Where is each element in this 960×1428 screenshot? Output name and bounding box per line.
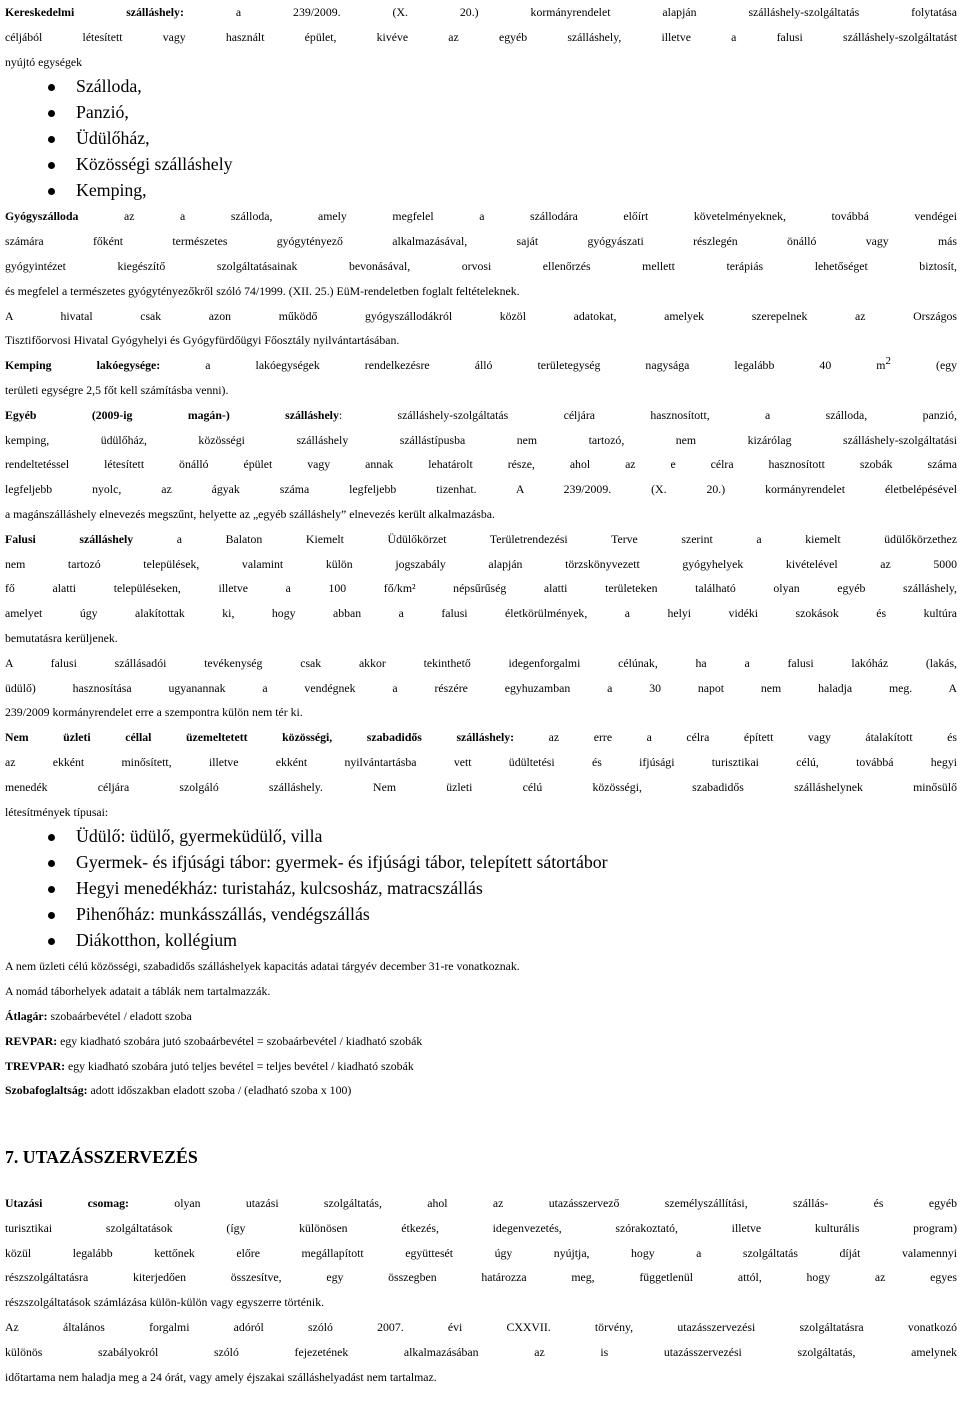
line-text: A nem üzleti célú közösségi, szabadidős szálláshelyek kapacitás adatai tárgyév december 31-re vonatkoznak. [5,959,520,974]
text-line [5,626,957,651]
line-text: részszolgáltatásra kiterjedően összesítve, egy összegben határozza meg, függetlenül attól, hogy az egyes [5,1270,957,1285]
line-text: nem tartozó települések, valamint külön jogszabály alapján törzskönyvezett gyógyhelyek kivételével az 5000 [5,556,957,571]
bullet-icon [48,834,55,841]
term-bold: TREVPAR: [5,1058,66,1073]
bullet-icon [48,110,55,117]
section-heading: 7. UTAZÁSSZERVEZÉS [5,1147,198,1168]
text-line [5,576,957,601]
term-bold: Falusi szálláshely [5,531,134,546]
line-text: gyógyintézet kiegészítő szolgáltatásainak bevonásával, orvosi ellenőrzés mellett terápiás lehetőséget biztosít, [5,258,957,273]
text-line [5,979,957,1004]
text-line [5,25,957,50]
text-line [5,1265,957,1290]
line-text: amelyet úgy alakítottak ki, hogy abban a falusi életkörülmények, a helyi vidéki szokások és kultúra [5,606,957,621]
line-text: Tisztifőorvosi Hivatal Gyógyhelyi és Gyógyfürdőügyi Főosztály nyilvántartásában. [5,333,400,348]
text-line [5,676,957,701]
line-text: fő alatti településeken, illetve a 100 fő/km² népsűrűség alatti területeken található olyan egyéb szálláshely, [5,581,957,596]
line-text: olyan utazási szolgáltatás, ahol az utazásszervező személyszállítási, szállás- és egyéb [128,1196,958,1211]
term-bold: Kereskedelmi szálláshely: [5,5,184,19]
list-item [5,902,957,928]
line-text: rendeltetéssel létesített önálló épület vagy annak lehatárolt része, ahol az e célra hasznosított szobák száma [5,457,957,472]
line-text: időtartama nem haladja meg a 24 órát, vagy amely éjszakai szálláshelyadást nem tartalmaz. [5,1369,437,1384]
line-text: az ekként minősített, illetve ekként nyilvántartásba vett üdültetési és ifjúsági turisztikai célú, továbbá hegyi [5,754,957,769]
text-line [5,452,957,477]
bullet-icon [48,84,55,91]
term-bold: Utazási csomag: [5,1196,129,1211]
list-item-text: Kemping, [76,180,147,201]
line-text: : szálláshely-szolgáltatás céljára hasznosított, a szálloda, panzió, [338,407,957,422]
list-item-text: Szálloda, [76,76,142,97]
text-line [5,527,957,552]
text-line [5,1315,957,1340]
text-line [5,552,957,577]
line-text: menedék céljára szolgáló szálláshely. Nem üzleti célú közösségi, szabadidős szálláshelynek minősülő [5,779,957,794]
text-line [5,1365,957,1390]
text-line [5,651,957,676]
text-line [5,50,957,75]
term-bold: Kemping lakóegysége: [5,358,161,373]
bullet-icon [48,188,55,195]
list-item-text: Üdülőház, [76,128,150,149]
spacer [5,1171,957,1191]
list-item-text: Diákotthon, kollégium [76,930,238,951]
superscript: 2 [885,355,891,368]
line-text: adott időszakban eladott szoba / (eladható szoba x 100) [87,1083,352,1098]
text-line [5,775,957,800]
line-text: legfeljebb nyolc, az ágyak száma legfeljebb tizenhat. A 239/2009. (X. 20.) kormányrendelet életbelépésével [5,482,957,497]
line-text: részszolgáltatások számlázása külön-külön vagy egyszerre történik. [5,1295,325,1310]
list-item [5,152,957,178]
line-text: kemping, üdülőház, közösségi szálláshely szállástípusba nem tartozó, nem kizárólag szálláshely-szolgáltatási [5,432,957,447]
line-text: közül legalább kettőnek előre megállapított együttesét úgy nyújtja, hogy a szolgáltatás díját valamennyi [5,1245,957,1260]
text-line [5,1290,957,1315]
list-item-text: Közösségi szálláshely [76,154,233,175]
line-text: a 239/2009. (X. 20.) kormányrendelet alapján szálláshely-szolgáltatás folytatása [183,5,958,19]
line-text: különös szabályokról szóló fejezetének alkalmazásában az is utazásszervezési szolgáltatás, amelynek [5,1344,957,1359]
list-item [5,126,957,152]
text-line [5,502,957,527]
line-text: az a szálloda, amely megfelel a szállodára előírt követelményeknek, továbbá vendégei [78,209,957,224]
line-text: nyújtó egységek [5,54,82,69]
text-line [5,700,957,725]
text-line [5,1078,957,1103]
text-line [5,304,957,329]
line-text: az erre a célra épített vagy átalakított és [514,730,957,745]
line-text: céljából létesített vagy használt épület, kivéve az egyéb szálláshely, illetve a falusi szálláshely-szolgáltatást [5,29,957,44]
list-item [5,824,957,850]
text-line [5,328,957,353]
bullet-icon [48,912,55,919]
list-item-text: Hegyi menedékház: turistaház, kulcsosház, matracszállás [76,878,483,899]
term-bold: Egyéb (2009-ig magán-) szálláshely [5,407,339,422]
line-text: A falusi szállásadói tevékenység csak akkor tekinthető idegenforgalmi célúnak, ha a falusi lakóház (lakás, [5,655,957,670]
line-text: egy kiadható szobára jutó szobaárbevétel = szobaárbevétel / kiadható szobák [57,1033,423,1048]
text-line [5,254,957,279]
bullet-icon [48,938,55,945]
term-bold: REVPAR: [5,1033,58,1048]
text-line [5,725,957,750]
term-bold: Átlagár: [5,1008,48,1023]
text-line [5,800,957,825]
text-line [5,428,957,453]
spacer [5,1103,957,1145]
line-text: a lakóegységek rendelkezésre álló területegység nagysága legalább 40 m [160,358,886,373]
list-item-text: Gyermek- és ifjúsági tábor: gyermek- és ifjúsági tábor, telepített sátortábor [76,852,608,873]
text-line [5,1216,957,1241]
bullet-icon [48,860,55,867]
text-line [5,1340,957,1365]
text-line [5,403,957,428]
line-text: a magánszálláshely elnevezés megszűnt, helyette az „egyéb szálláshely” elnevezés került alkalmazásba. [5,506,495,521]
list-item-text: Üdülő: üdülő, gyermeküdülő, villa [76,826,323,847]
line-text: létesítmények típusai: [5,804,109,819]
term-bold: Gyógyszálloda [5,209,79,224]
line-text: A hivatal csak azon működő gyógyszállodákról közöl adatokat, amelyek szerepelnek az Országos [5,308,957,323]
line-text: számára főként természetes gyógytényező alkalmazásával, saját gyógyászati részlegén önálló vagy más [5,234,957,249]
text-line [5,601,957,626]
bullet-icon [48,162,55,169]
text-line [5,750,957,775]
line-text: területi egységre 2,5 főt kell számításba venni). [5,382,229,397]
text-line [5,279,957,304]
line-text: a Balaton Kiemelt Üdülőkörzet Területrendezési Terve szerint a kiemelt üdülőkörzethez [133,531,957,546]
list-item [5,100,957,126]
document-page [5,0,957,1389]
text-line [5,378,957,403]
line-text: szobaárbevétel / eladott szoba [47,1008,192,1023]
bullet-icon [48,136,55,143]
text-line [5,1191,957,1216]
line-text: A nomád táborhelyek adatait a táblák nem tartalmazzák. [5,984,271,999]
text-line [5,954,957,979]
list-item [5,74,957,100]
line-text: Az általános forgalmi adóról szóló 2007. évi CXXVII. törvény, utazásszervezési szolgáltatásra vonatkozó [5,1320,957,1335]
text-line [5,0,957,25]
text-line [5,1004,957,1029]
line-text: bemutatásra kerüljenek. [5,630,118,645]
term-bold: Nem üzleti céllal üzemeltetett közösségi, szabadidős szálláshely: [5,730,515,745]
line-text: turisztikai szolgáltatások (így különösen étkezés, idegenvezetés, szórakoztató, illetve kulturális program) [5,1220,957,1235]
bullet-icon [48,886,55,893]
line-text: és megfelel a természetes gyógytényezőkről szóló 74/1999. (XII. 25.) EüM-rendeletben foglalt feltételeknek. [5,283,520,298]
text-line [5,229,957,254]
text-line [5,1029,957,1054]
line-text: 239/2009 kormányrendelet erre a szempontra külön nem tér ki. [5,705,303,720]
list-item-text: Panzió, [76,102,129,123]
line-text: egy kiadható szobára jutó teljes bevétel = teljes bevétel / kiadható szobák [65,1058,414,1073]
list-item [5,850,957,876]
list-item [5,876,957,902]
line-text: üdülő) hasznosítása ugyanannak a vendégnek a részére egyhuzamban a 30 napot nem haladja meg. A [5,680,957,695]
text-line [5,477,957,502]
term-bold: Szobafoglaltság: [5,1083,88,1098]
list-item [5,178,957,204]
list-item-text: Pihenőház: munkásszállás, vendégszállás [76,904,370,925]
line-text-tail: (egy [890,358,957,373]
text-line [5,204,957,229]
text-line [5,353,957,378]
text-line [5,1241,957,1266]
list-item [5,928,957,954]
text-line [5,1054,957,1079]
